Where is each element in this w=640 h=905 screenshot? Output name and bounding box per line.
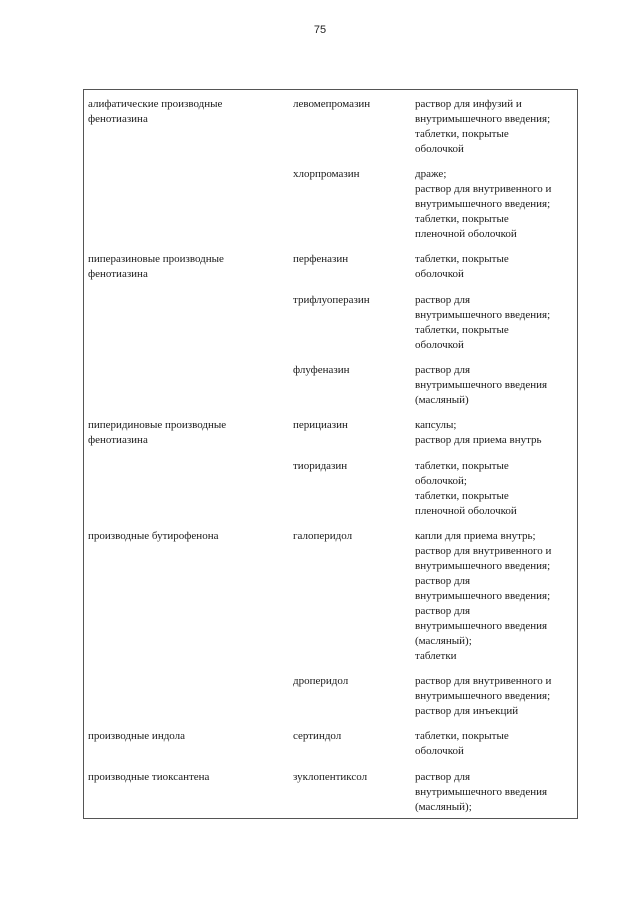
- drug-name-cell: флуфеназин: [293, 364, 350, 376]
- drug-group-cell: производные тиоксантена: [88, 771, 210, 783]
- page-number: 75: [313, 24, 327, 36]
- drug-name-cell: галоперидол: [293, 530, 353, 542]
- dosage-form-cell: таблетки, покрытые оболочкой: [415, 253, 509, 280]
- drug-name-cell: сертиндол: [293, 730, 342, 742]
- dosage-form-cell: раствор для внутримышечного введения (масляный);: [415, 771, 548, 813]
- drug-name-cell: дроперидол: [293, 675, 349, 687]
- dosage-form-cell: раствор для внутримышечного введения; таблетки, покрытые оболочкой: [415, 294, 551, 351]
- drug-group-cell: пиперидиновые производные фенотиазина: [88, 419, 227, 446]
- drug-group-cell: производные индола: [88, 730, 186, 742]
- dosage-form-cell: капли для приема внутрь; раствор для внутривенного и внутримышечного введения; раствор для внутримышечного введения; раствор для внутримышечного введения (масляный); таблетки: [415, 530, 552, 662]
- drug-group-cell: пиперазиновые производные фенотиазина: [88, 253, 224, 280]
- drug-name-cell: левомепромазин: [293, 98, 371, 110]
- dosage-form-cell: таблетки, покрытые оболочкой; таблетки, покрытые пленочной оболочкой: [415, 460, 517, 517]
- drug-name-cell: тиоридазин: [293, 460, 348, 472]
- drug-name-cell: перфеназин: [293, 253, 349, 265]
- drug-name-cell: зуклопентиксол: [293, 771, 368, 783]
- dosage-form-cell: раствор для внутримышечного введения (масляный): [415, 364, 548, 406]
- drug-group-cell: алифатические производные фенотиазина: [88, 98, 223, 125]
- drug-table: [83, 89, 578, 819]
- dosage-form-cell: раствор для инфузий и внутримышечного введения; таблетки, покрытые оболочкой: [415, 98, 551, 155]
- drug-name-cell: трифлуоперазин: [293, 294, 370, 306]
- drug-name-cell: хлорпромазин: [293, 168, 360, 180]
- dosage-form-cell: таблетки, покрытые оболочкой: [415, 730, 509, 757]
- drug-name-cell: перициазин: [293, 419, 348, 431]
- dosage-form-cell: драже; раствор для внутривенного и внутримышечного введения; таблетки, покрытые пленочной оболочкой: [415, 168, 552, 240]
- dosage-form-cell: капсулы; раствор для приема внутрь: [415, 419, 542, 446]
- drug-group-cell: производные бутирофенона: [88, 530, 219, 542]
- dosage-form-cell: раствор для внутривенного и внутримышечного введения; раствор для инъекций: [415, 675, 552, 717]
